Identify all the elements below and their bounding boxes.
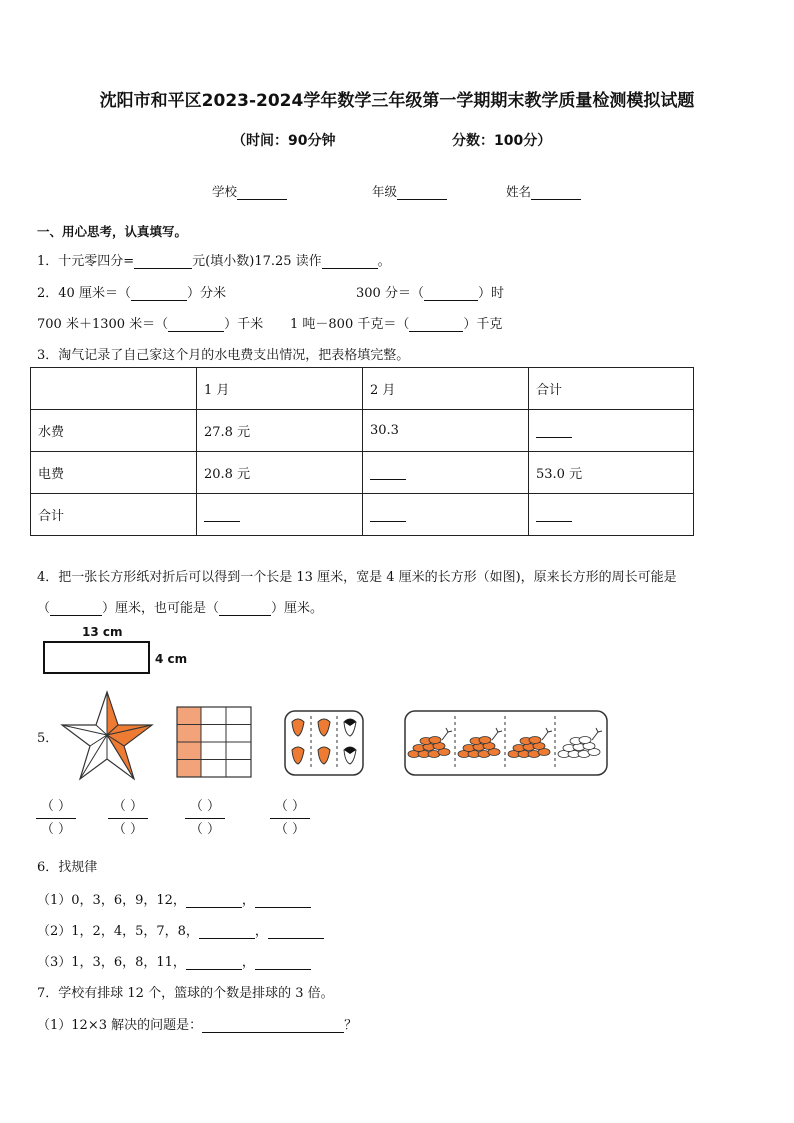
- question-4: 4．把一张长方形纸对折后可以得到一个长是 13 厘米，宽是 4 厘米的长方形（如图)，原来长方形的周长可能是: [37, 570, 677, 585]
- table-cell: 27.8 元: [197, 410, 363, 452]
- table-row: [31, 452, 694, 494]
- table-row: [31, 494, 694, 536]
- table-cell-blank[interactable]: [363, 452, 529, 494]
- fraction-answer-1[interactable]: （ ） （ ）: [36, 796, 76, 841]
- q1-blank-1[interactable]: [134, 255, 192, 269]
- grade-field[interactable]: [372, 182, 447, 200]
- fig-width-label: 4 cm: [155, 652, 188, 666]
- question-1: 1．十元零四分= 元(填小数)17.25 读作 。: [37, 254, 391, 269]
- pattern-1: （1）0，3，6，9，12， ，: [37, 889, 311, 908]
- utility-table: [30, 367, 694, 536]
- question-3: 3．淘气记录了自己家这个月的水电费支出情况，把表格填完整。: [37, 348, 410, 363]
- school-label: 学校: [212, 184, 238, 199]
- table-cell: 1 月: [197, 368, 363, 410]
- table-cell: 合计: [31, 494, 197, 536]
- question-2c: 700 米＋1300 米＝（ ）千米: [37, 317, 264, 332]
- page-title: 沈阳市和平区2023-2024学年数学三年级第一学期期末教学质量检测模拟试题: [99, 91, 695, 111]
- peach-figure: [284, 710, 364, 776]
- pattern-3-blank-2[interactable]: [255, 956, 311, 970]
- section1-title: 一、用心思考，认真填写。: [37, 224, 188, 239]
- table-cell: 2 月: [363, 368, 529, 410]
- table-header-row: [31, 368, 694, 410]
- table-cell: 电费: [31, 452, 197, 494]
- fraction-answer-3[interactable]: （ ） （ ）: [185, 796, 225, 841]
- fraction-answer-4[interactable]: （ ） （ ）: [270, 796, 310, 841]
- q2b-blank[interactable]: [424, 287, 478, 301]
- name-field[interactable]: [506, 182, 581, 200]
- question-7-1: （1）12×3 解决的问题是： ？: [37, 1018, 358, 1033]
- table-cell-blank[interactable]: [363, 494, 529, 536]
- exam-score: 分数：100分）: [452, 133, 552, 149]
- question-2d: 1 吨－800 千克＝（ ）千克: [290, 317, 503, 332]
- name-label: 姓名: [506, 184, 532, 199]
- exam-time: （时间：90分钟: [232, 133, 336, 149]
- table-cell: 20.8 元: [197, 452, 363, 494]
- question-5: 5．: [37, 731, 59, 746]
- question-2a: 2．40 厘米＝（ ）分米: [37, 286, 226, 301]
- table-cell: 水费: [31, 410, 197, 452]
- pattern-2-blank-1[interactable]: [199, 925, 255, 939]
- folded-rectangle: [43, 641, 150, 674]
- q4-blank-2[interactable]: [219, 602, 271, 616]
- pattern-2-blank-2[interactable]: [268, 925, 324, 939]
- school-field[interactable]: [212, 182, 287, 200]
- star-figure: [60, 690, 154, 782]
- table-cell-blank[interactable]: [529, 494, 694, 536]
- question-4-answer: （ ）厘米，也可能是（ ）厘米。: [37, 601, 324, 616]
- pattern-3-blank-1[interactable]: [186, 956, 242, 970]
- q2c-blank[interactable]: [168, 318, 224, 332]
- q2d-blank[interactable]: [409, 318, 463, 332]
- q7-1-blank[interactable]: [202, 1019, 344, 1033]
- grapes-figure: [404, 710, 608, 776]
- q1-blank-2[interactable]: [322, 255, 378, 269]
- table-cell-blank[interactable]: [197, 494, 363, 536]
- table-cell: 53.0 元: [529, 452, 694, 494]
- question-6: 6．找规律: [37, 860, 98, 875]
- question-7: 7．学校有排球 12 个，篮球的个数是排球的 3 倍。: [37, 986, 334, 1001]
- table-cell: 合计: [529, 368, 694, 410]
- grade-label: 年级: [372, 184, 398, 199]
- fraction-answer-2[interactable]: （ ） （ ）: [108, 796, 148, 841]
- q4-blank-1[interactable]: [50, 602, 102, 616]
- table-row: [31, 410, 694, 452]
- fig-length-label: 13 cm: [82, 625, 123, 639]
- pattern-1-blank-1[interactable]: [186, 894, 242, 908]
- grid-figure: [176, 706, 252, 778]
- table-cell: 30.3: [363, 410, 529, 452]
- pattern-3: （3）1，3，6，8，11， ，: [37, 951, 311, 970]
- q2a-blank[interactable]: [131, 287, 187, 301]
- question-2b: 300 分＝（ ）时: [356, 286, 504, 301]
- pattern-1-blank-2[interactable]: [255, 894, 311, 908]
- pattern-2: （2）1，2，4，5，7，8， ，: [37, 920, 324, 939]
- table-cell: [31, 368, 197, 410]
- table-cell-blank[interactable]: [529, 410, 694, 452]
